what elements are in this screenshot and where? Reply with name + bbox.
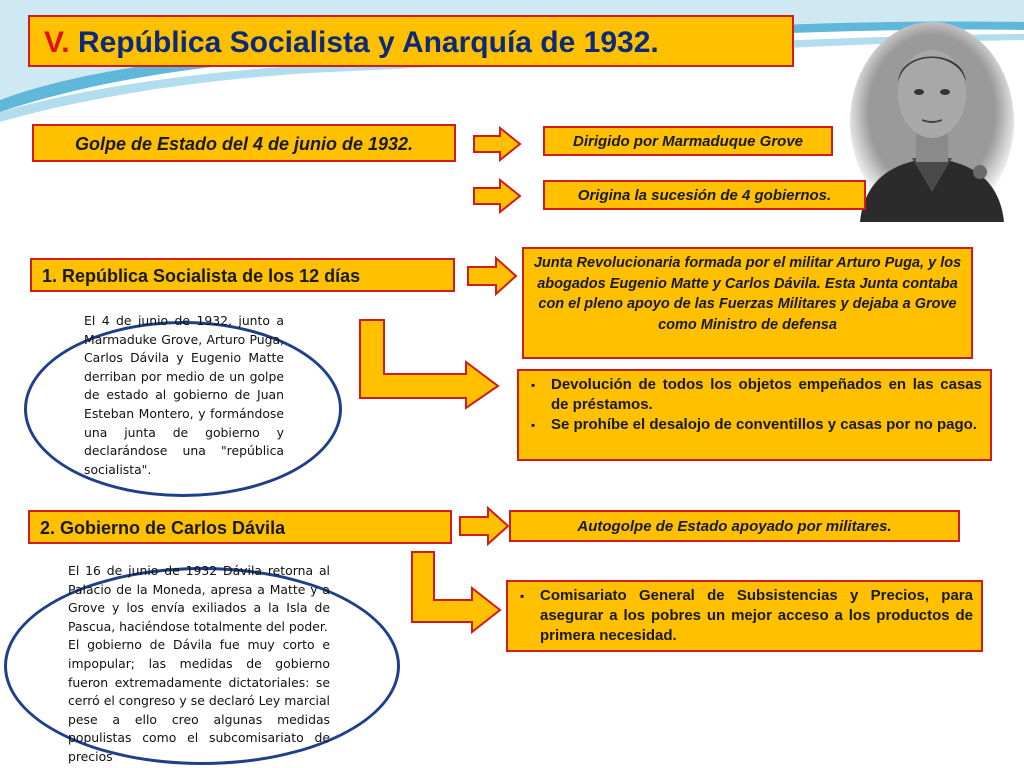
davila-paragraph [68,562,330,767]
republica-paragraph: El 4 de junio de 1932, junto a Marmaduke Grove, Arturo Puga, Carlos Dávila y Eugenio Matte derriban por medio de un golpe de estado al gobierno de Juan Esteban Montero, y formándose una junta de gobierno y declarándose una "república socialista". [84,313,284,477]
arrow-bent-down-right-icon [408,550,504,634]
golpe-dirigido: Dirigido por Marmaduque Grove [543,126,833,156]
list-item: ▪ Devolución de todos los objetos empeñados en las casas de préstamos. [531,376,982,413]
list-item: ▪ Comisariato General de Subsistencias y Precios, para asegurar a los pobres un mejor acceso a los productos de primera necesidad. [520,587,973,644]
bullet-square-icon: ▪ [520,589,525,603]
davila-paragraph-1: El 16 de junio de 1932 Dávila retorna al Palacio de la Moneda, apresa a Matte y a Grove y los envía exiliados a la Isla de Pascua, haciéndose totalmente del poder. [68,563,330,634]
davila-label: 2. Gobierno de Carlos Dávila [28,510,452,544]
republica-label: 1. República Socialista de los 12 días [30,258,455,292]
republica-measures [517,369,992,461]
arrow-right-icon [472,178,522,214]
bullet-square-icon: ▪ [531,378,536,392]
title-text: República Socialista y Anarquía de 1932. [77,26,659,59]
davila-autogolpe: Autogolpe de Estado apoyado por militares. [509,510,960,542]
list-item: ▪ Se prohíbe el desalojo de conventillos y casas por no pago. [531,416,977,433]
arrow-bent-down-right-icon [356,318,502,410]
bullet-square-icon: ▪ [531,418,536,432]
arrow-right-icon [466,256,518,296]
davila-paragraph-2: El gobierno de Dávila fue muy corto e impopular; las medidas de gobierno fueron extremadamente dictatoriales: se cerró el congreso y se declaró Ley marcial pese a ello creo algunas medidas populistas como el subcomisariato de precios [68,637,330,764]
page-title [28,15,794,67]
arrow-right-icon [458,506,510,546]
republica-junta: Junta Revolucionaria formada por el militar Arturo Puga, y los abogados Eugenio Matte y Carlos Dávila. Esta Junta contaba con el pleno apoyo de las Fuerzas Militares y dejaba a Grove como Ministro de defensa [522,247,973,359]
golpe-label: Golpe de Estado del 4 de junio de 1932. [32,124,456,162]
golpe-origina: Origina la sucesión de 4 gobiernos. [543,180,866,210]
title-number: V. [44,26,70,59]
davila-measures [506,580,983,652]
portrait-photo [850,22,1014,222]
arrow-right-icon [472,126,522,162]
